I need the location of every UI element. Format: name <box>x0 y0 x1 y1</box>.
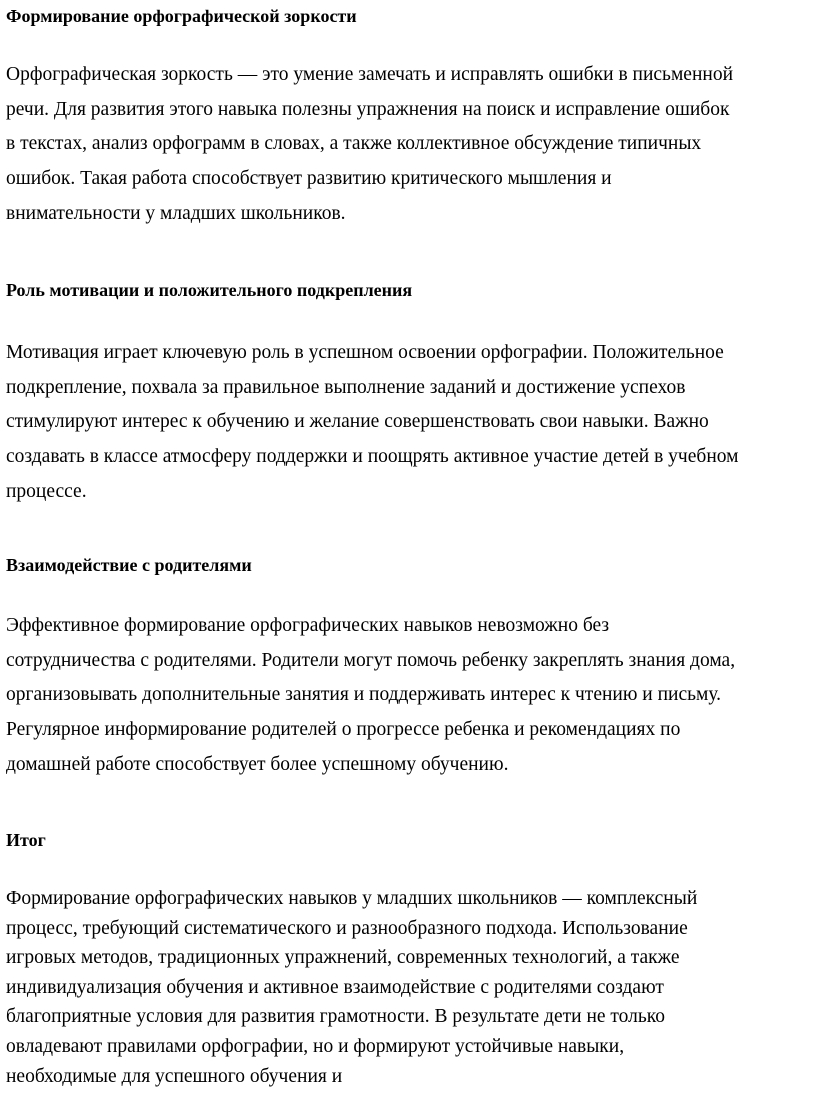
paragraph-line: Регулярное информирование родителей о прогрессе ребенка и рекомендациях по <box>6 719 681 741</box>
paragraph-line: подкрепление, похвала за правильное выполнение заданий и достижение успехов <box>6 376 686 398</box>
paragraph-line: стимулируют интерес к обучению и желание совершенствовать свои навыки. Важно <box>6 411 709 433</box>
paragraph-line: организовывать дополнительные занятия и поддерживать интерес к чтению и письму. <box>6 684 722 706</box>
section-paragraph-orthographic-vigilance <box>6 58 816 232</box>
paragraph-line: Орфографическая зоркость — это умение замечать и исправлять ошибки в письменной <box>6 64 734 85</box>
section-heading-summary: Итог <box>6 830 46 850</box>
paragraph-line: создавать в классе атмосферу поддержки и поощрять активное участие детей в учебном <box>6 446 739 468</box>
paragraph-line: в текстах, анализ орфограмм в словах, а также коллективное обсуждение типичных <box>6 133 702 155</box>
paragraph-line: процесс, требующий систематического и разнообразного подхода. Использование <box>6 917 688 939</box>
paragraph-line: процессе. <box>6 480 87 502</box>
paragraph-line: необходимые для успешного обучения и <box>6 1065 343 1087</box>
paragraph-line: домашней работе способствует более успешному обучению. <box>6 753 509 775</box>
paragraph-line: индивидуализация обучения и активное взаимодействие с родителями создают <box>6 976 664 998</box>
section-paragraph-motivation <box>6 336 816 510</box>
section-heading-orthographic-vigilance: Формирование орфографической зоркости <box>6 6 357 26</box>
paragraph-line: ошибок. Такая работа способствует развитию критического мышления и <box>6 168 612 190</box>
paragraph-line: сотрудничества с родителями. Родители могут помочь ребенку закреплять знания дома, <box>6 649 736 671</box>
paragraph-line: речи. Для развития этого навыка полезны упражнения на поиск и исправление ошибок <box>6 98 730 120</box>
paragraph-line: Мотивация играет ключевую роль в успешном освоении орфографии. Положительное <box>6 342 724 363</box>
section-paragraph-summary <box>6 884 816 1091</box>
paragraph-line: Формирование орфографических навыков у младших школьников — комплексный <box>6 888 698 909</box>
paragraph-line: игровых методов, традиционных упражнений, современных технологий, а также <box>6 947 680 969</box>
paragraph-line: внимательности у младших школьников. <box>6 202 346 224</box>
paragraph-line: благоприятные условия для развития грамотности. В результате дети не только <box>6 1006 666 1028</box>
section-heading-motivation: Роль мотивации и положительного подкрепления <box>6 280 413 300</box>
section-paragraph-parents <box>6 609 816 783</box>
section-heading-parents: Взаимодействие с родителями <box>6 555 252 575</box>
paragraph-line: Эффективное формирование орфографических навыков невозможно без <box>6 615 610 636</box>
paragraph-line: овладевают правилами орфографии, но и формируют устойчивые навыки, <box>6 1035 625 1057</box>
